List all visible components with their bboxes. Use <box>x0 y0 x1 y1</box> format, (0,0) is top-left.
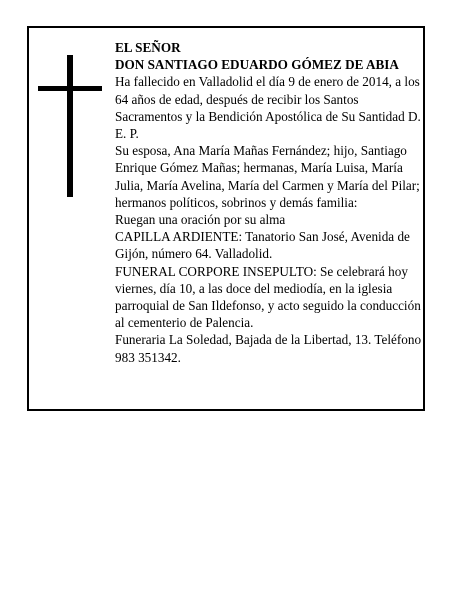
obituary-text <box>115 39 423 366</box>
heading-title: EL SEÑOR <box>115 40 181 55</box>
funeral-details: FUNERAL CORPORE INSEPULTO: Se celebrará hoy viernes, día 10, a las doce del mediodía, en la iglesia parroquial de San Ildefonso, y acto seguido la conducción al cementerio de Palencia. <box>115 263 421 331</box>
family-list: Su esposa, Ana María Mañas Fernández; hijo, Santiago Enrique Gómez Mañas; hermanas, María Luisa, María Julia, María Avelina, María del Carmen y María del Pilar; hermanos políticos, sobrinos y demás familia: <box>115 143 420 210</box>
deceased-name: DON SANTIAGO EDUARDO GÓMEZ DE ABIA <box>115 57 399 73</box>
obituary-notice <box>27 26 425 411</box>
wake-location: CAPILLA ARDIENTE: Tanatorio San José, Avenida de Gijón, número 64. Valladolid. <box>115 229 410 262</box>
death-announcement: Ha fallecido en Valladolid el día 9 de enero de 2014, a los 64 años de edad, después de recibir los Santos Sacramentos y la Bendición Apostólica de Su Santidad D. E. P. <box>115 74 421 142</box>
cross-vertical-bar <box>67 55 73 197</box>
prayer-request: Ruegan una oración por su alma <box>115 212 286 228</box>
funeral-home-contact: Funeraria La Soledad, Bajada de la Libertad, 13. Teléfono 983 351342. <box>115 332 422 365</box>
cross-horizontal-bar <box>38 86 102 91</box>
